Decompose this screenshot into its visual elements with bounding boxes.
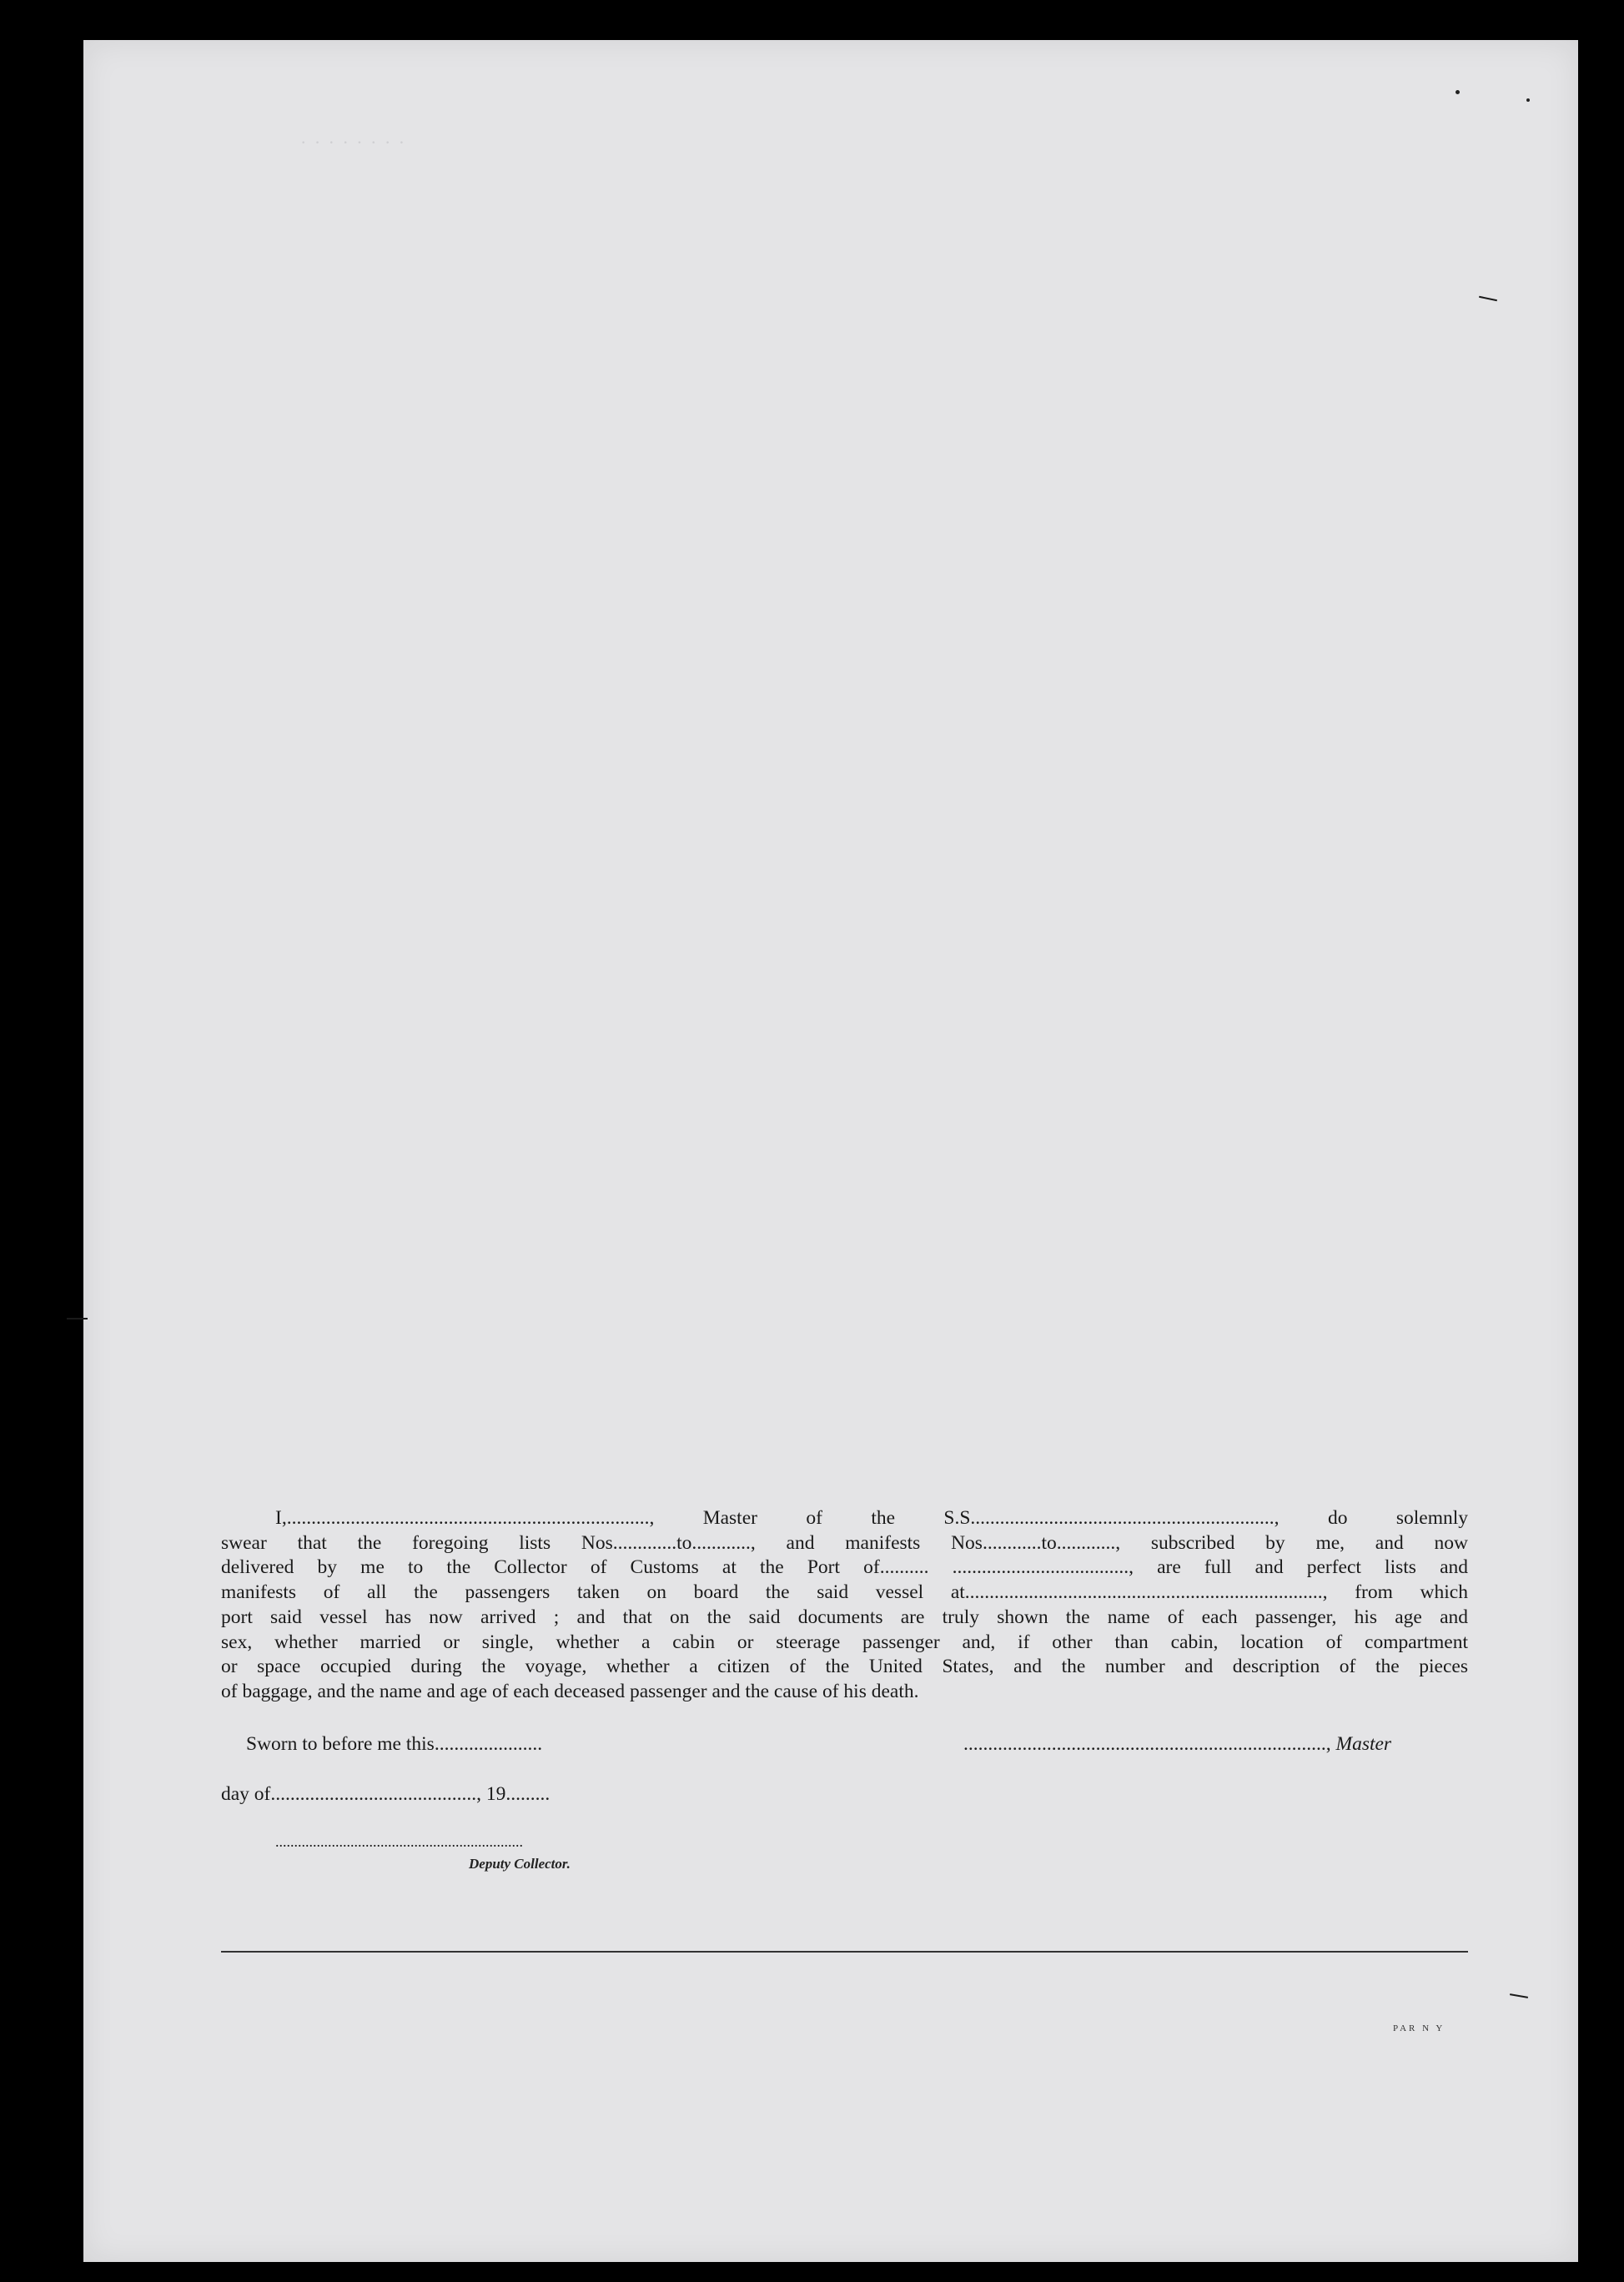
deputy-collector-label: Deputy Collector. xyxy=(469,1856,571,1872)
master-signature-dots: .........................................................................., xyxy=(963,1733,1336,1755)
oath-line: or space occupied during the voyage, whether a citizen of the United States, and the number and description of the pieces xyxy=(221,1656,1468,1678)
master-signature-line xyxy=(963,1733,1391,1756)
oath-line: sex, whether married or single, whether a cabin or steerage passenger and, if other than cabin, location of compartment xyxy=(221,1631,1468,1653)
oath-line: port said vessel has now arrived ; and that on the said documents are truly shown the name of each passenger, his age and xyxy=(221,1606,1468,1628)
edge-tick xyxy=(67,1318,88,1319)
master-oath-paragraph xyxy=(221,1506,1468,1705)
scan-speck xyxy=(1456,90,1460,94)
oath-line: I,.........................................................................., Master of the S.S.............................................................., do solemnly xyxy=(275,1507,1468,1529)
printer-mark: PAR N Y xyxy=(1393,2023,1446,2033)
oath-line: swear that the foregoing lists Nos.............to............, and manifests Nos............to............, subscribed by me, and now xyxy=(221,1531,1468,1554)
master-label: Master xyxy=(1335,1733,1392,1755)
bleed-through-text: · · · · · · · · xyxy=(300,132,407,153)
oath-line: of baggage, and the name and age of each deceased passenger and the cause of his death. xyxy=(221,1680,919,1702)
form-page xyxy=(83,40,1578,2262)
oath-line: delivered by me to the Collector of Customs at the Port of.......... ...................................., are full and perfect lists and xyxy=(221,1556,1468,1579)
scan-speck xyxy=(1526,98,1530,102)
oath-line: manifests of all the passengers taken on board the said vessel at........................................................................., from which xyxy=(221,1581,1468,1604)
bottom-rule xyxy=(221,1951,1468,1953)
deputy-signature-line: .................................................................. xyxy=(275,1833,523,1850)
day-line: day of.........................................., 19......... xyxy=(221,1783,551,1805)
sworn-line: Sworn to before me this...................... xyxy=(246,1733,543,1755)
